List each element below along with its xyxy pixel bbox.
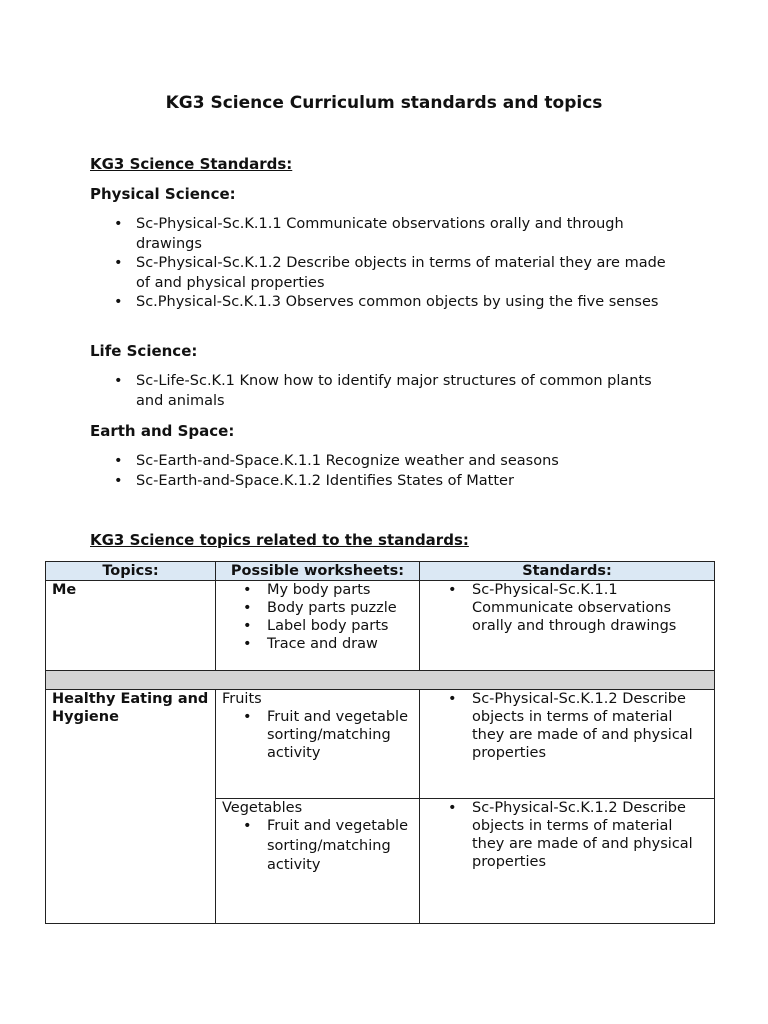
life-science-heading: Life Science: <box>90 342 198 360</box>
standards-list <box>426 690 708 762</box>
earth-space-heading: Earth and Space: <box>90 422 235 440</box>
standard-item: • Sc-Life-Sc.K.1 Know how to identify major structures of common plants and animals <box>114 372 674 411</box>
worksheets-list <box>222 708 413 762</box>
topic-cell: Me <box>46 581 216 671</box>
earth-space-list <box>114 452 674 491</box>
standards-cell <box>420 799 715 924</box>
standard-item: • Sc-Physical-Sc.K.1.2 Describe objects in terms of material they are made of and physical properties <box>426 799 708 871</box>
standard-item: • Sc-Earth-and-Space.K.1.2 Identifies States of Matter <box>114 472 674 492</box>
fruits-label: Fruits <box>222 691 262 707</box>
standards-cell <box>420 581 715 671</box>
physical-science-heading: Physical Science: <box>90 185 236 203</box>
physical-science-list <box>114 215 674 313</box>
table-row <box>46 690 715 799</box>
standard-item: • Sc.Physical-Sc.K.1.3 Observes common objects by using the five senses <box>114 293 674 313</box>
worksheet-item: • Body parts puzzle <box>222 599 413 617</box>
table-header-row <box>46 562 715 581</box>
topics-heading: KG3 Science topics related to the standards: <box>90 531 469 549</box>
standards-heading: KG3 Science Standards: <box>90 155 293 173</box>
header-standards: Standards: <box>420 562 715 581</box>
worksheet-item: • My body parts <box>222 581 413 599</box>
standards-list <box>426 799 708 871</box>
standard-item: • Sc-Earth-and-Space.K.1.1 Recognize weather and seasons <box>114 452 674 472</box>
worksheets-cell <box>216 690 420 799</box>
life-science-list <box>114 372 674 411</box>
standards-cell <box>420 690 715 799</box>
standard-item: • Sc-Physical-Sc.K.1.2 Describe objects in terms of material they are made of and physical properties <box>114 254 674 293</box>
worksheet-item: • Fruit and vegetable sorting/matching activity <box>222 708 413 762</box>
standard-item: • Sc-Physical-Sc.K.1.1 Communicate observations orally and through drawings <box>114 215 674 254</box>
standards-list <box>426 581 708 635</box>
worksheets-cell <box>216 581 420 671</box>
worksheets-list <box>222 817 413 876</box>
separator-row <box>46 671 715 690</box>
worksheets-cell <box>216 799 420 924</box>
topic-cell: Healthy Eating and Hygiene <box>46 690 216 924</box>
worksheets-list <box>222 581 413 653</box>
standard-item: • Sc-Physical-Sc.K.1.1 Communicate observations orally and through drawings <box>426 581 708 635</box>
standard-item: • Sc-Physical-Sc.K.1.2 Describe objects in terms of material they are made of and physical properties <box>426 690 708 762</box>
table-row <box>46 581 715 671</box>
header-worksheets: Possible worksheets: <box>216 562 420 581</box>
worksheet-item: • Trace and draw <box>222 635 413 653</box>
topics-table <box>45 561 715 924</box>
vegetables-label: Vegetables <box>222 800 303 816</box>
separator-cell <box>46 671 715 690</box>
page-title: KG3 Science Curriculum standards and topics <box>165 93 603 113</box>
header-topics: Topics: <box>46 562 216 581</box>
worksheet-item: • Label body parts <box>222 617 413 635</box>
worksheet-item: • Fruit and vegetable sorting/matching activity <box>222 817 413 876</box>
